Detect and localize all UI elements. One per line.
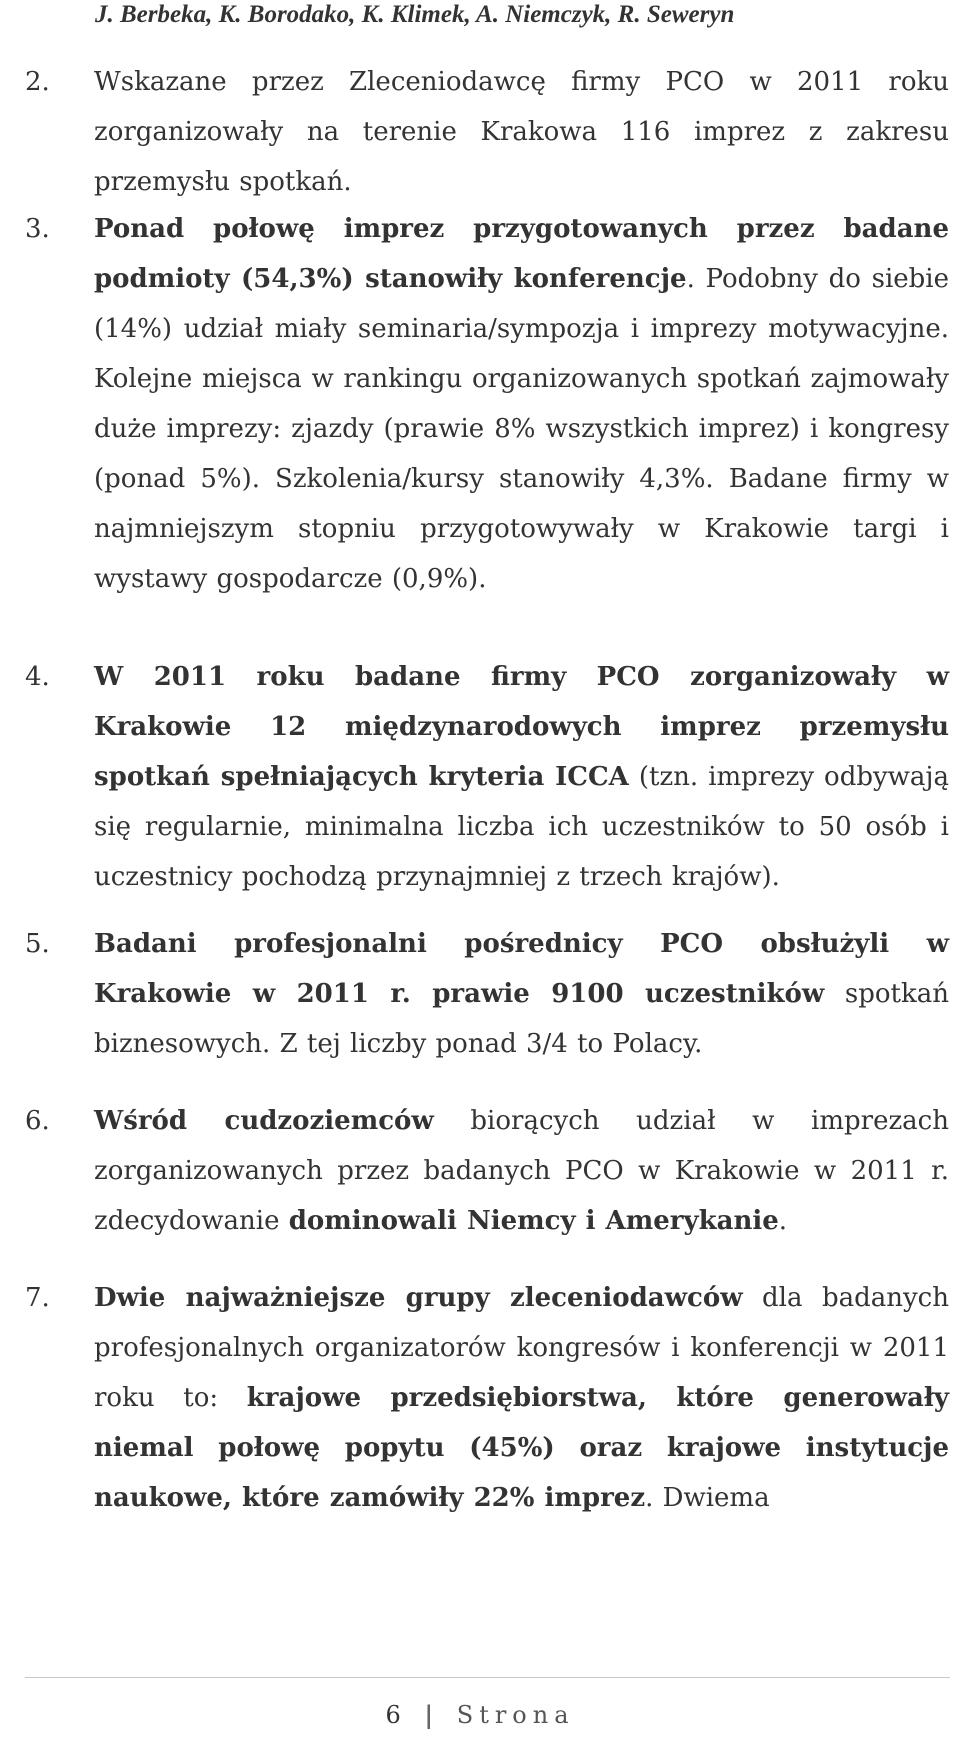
bold-text: Badani profesjonalni pośrednicy PCO obsłużyli w Krakowie w 2011 r. prawie 9100 uczestników bbox=[94, 929, 949, 1009]
item-text bbox=[94, 1273, 949, 1523]
bold-text: Ponad połowę imprez przygotowanych przez badane podmioty (54,3%) stanowiły konferencje bbox=[94, 214, 949, 294]
item-number: 7. bbox=[25, 1283, 50, 1313]
item-text bbox=[94, 204, 949, 604]
page-number: 6 bbox=[385, 1701, 407, 1729]
running-header: J. Berbeka, K. Borodako, K. Klimek, A. Niemczyk, R. Seweryn bbox=[95, 1, 735, 28]
bold-text: Dwie najważniejsze grupy zleceniodawców bbox=[94, 1283, 743, 1313]
text-run: biorących udział w imprezach zorganizowanych przez badanych PCO w Krakowie w 2011 r. zdecydowanie bbox=[94, 1106, 949, 1236]
bold-text: dominowali Niemcy i Amerykanie bbox=[288, 1206, 779, 1236]
bold-text: W 2011 roku badane firmy PCO zorganizowały w Krakowie 12 międzynarodowych imprez przemysłu spotkań spełniających kryteria ICCA bbox=[94, 662, 949, 792]
page-footer bbox=[0, 1700, 960, 1729]
page-label: Strona bbox=[456, 1701, 575, 1729]
bold-text: krajowe przedsiębiorstwa, które generowały niemal połowę popytu (45%) oraz krajowe instytucje naukowe, które zamówiły 22% imprez bbox=[94, 1383, 949, 1513]
text-run: . Dwiema bbox=[645, 1483, 770, 1513]
item-text bbox=[94, 1096, 949, 1246]
item-number: 2. bbox=[25, 67, 50, 97]
item-number: 6. bbox=[25, 1106, 50, 1136]
footer-separator: | bbox=[424, 1700, 440, 1729]
text-run: dla badanych profesjonalnych organizatorów kongresów i konferencji w 2011 roku to: bbox=[94, 1283, 949, 1413]
item-text bbox=[94, 57, 949, 207]
item-number: 3. bbox=[25, 214, 50, 244]
text-run: Wskazane przez Zleceniodawcę firmy PCO w 2011 roku zorganizowały na terenie Krakowa 116 imprez z zakresu przemysłu spotkań. bbox=[94, 67, 949, 197]
bold-text: Wśród cudzoziemców bbox=[94, 1106, 434, 1136]
text-run: spotkań biznesowych. Z tej liczby ponad 3/4 to Polacy. bbox=[94, 979, 949, 1059]
text-run: . Podobny do siebie (14%) udział miały seminaria/sympozja i imprezy motywacyjne. Kolejne miejsca w rankingu organizowanych spotkań zajmowały duże imprezy: zjazdy (prawie 8% wszystkich imprez) i kongresy (ponad 5%). Szkolenia/kursy stanowiły 4,3%. Badane firmy w najmniejszym stopniu przygotowywały w Krakowie targi i wystawy gospodarcze (0,9%). bbox=[94, 264, 950, 594]
item-number: 5. bbox=[25, 929, 50, 959]
item-text bbox=[94, 919, 949, 1069]
footer-divider bbox=[25, 1677, 950, 1678]
text-run: (tzn. imprezy odbywają się regularnie, minimalna liczba ich uczestników to 50 osób i uczestnicy pochodzą przynajmniej z trzech krajów). bbox=[94, 762, 949, 892]
item-number: 4. bbox=[25, 662, 50, 692]
text-run: . bbox=[778, 1206, 788, 1236]
item-text bbox=[94, 652, 949, 902]
